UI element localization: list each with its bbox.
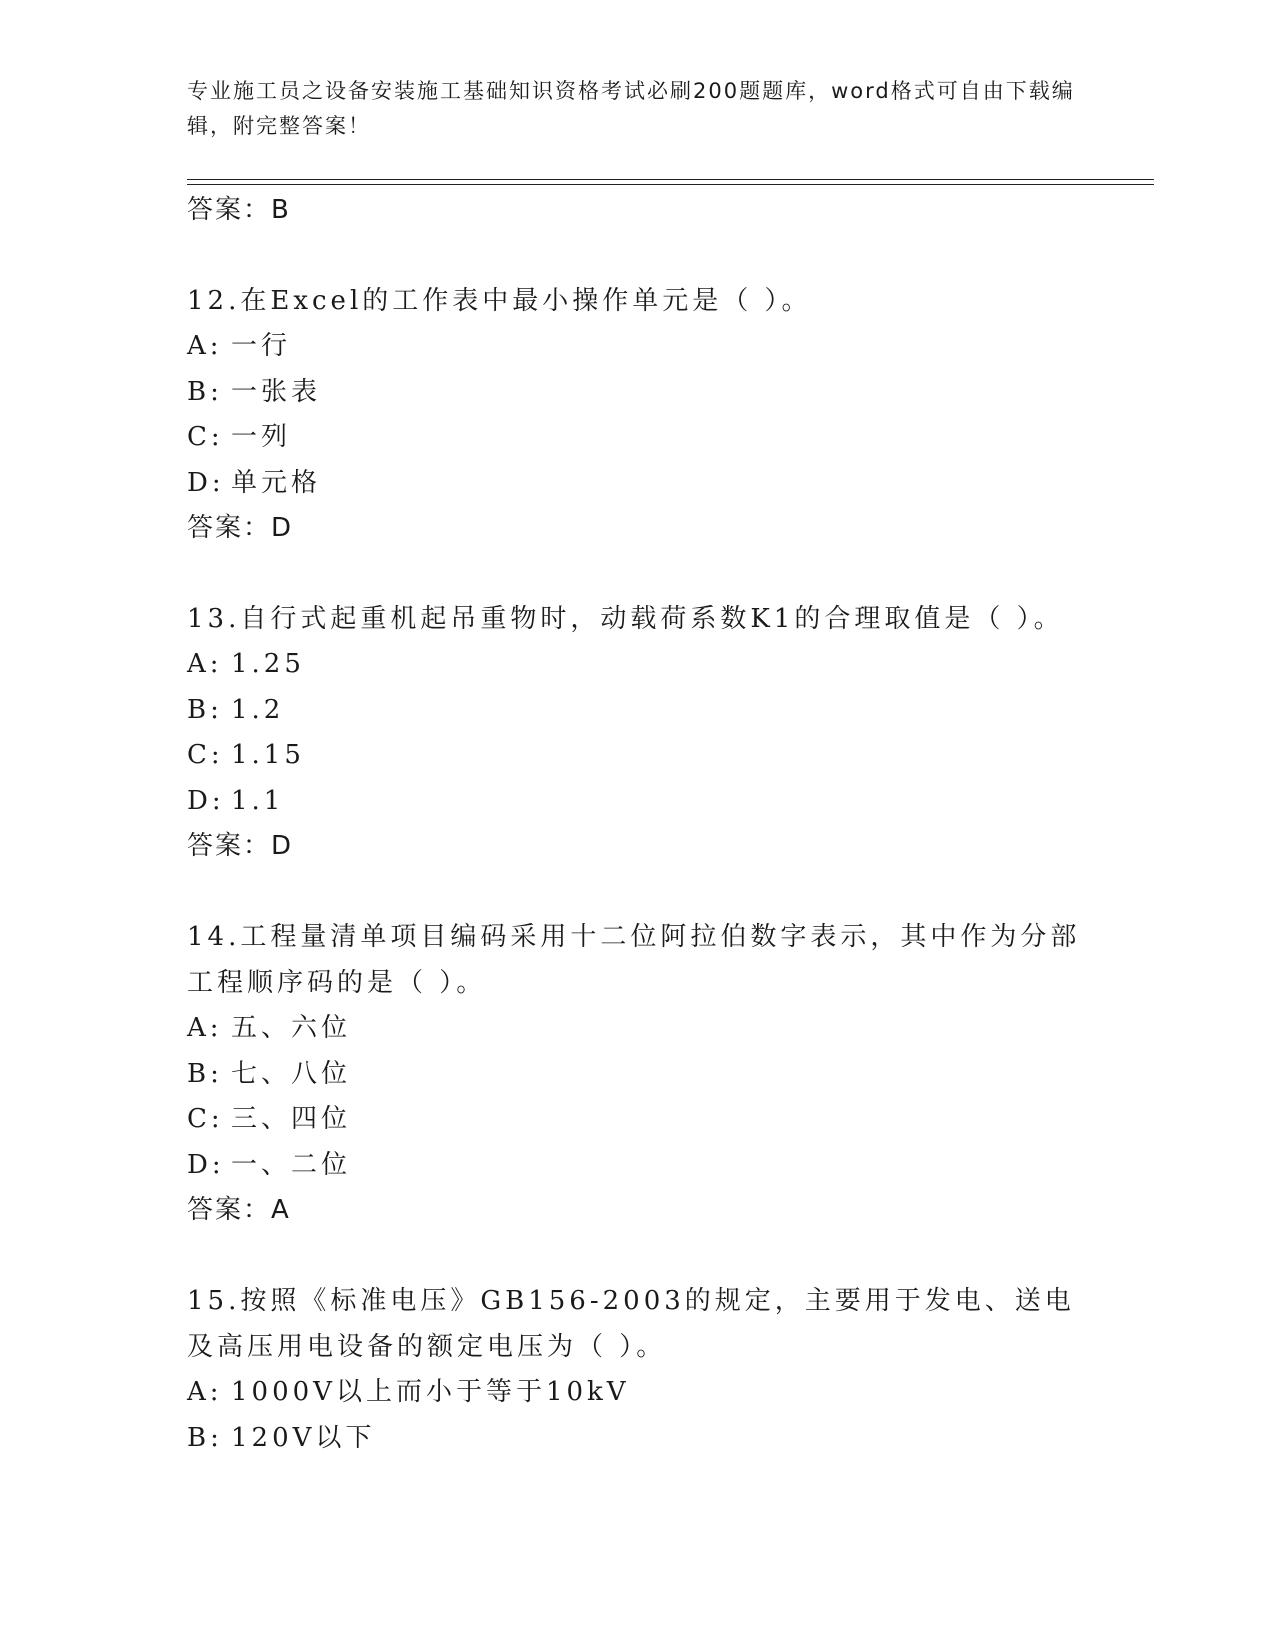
question-text: 12.在Excel的工作表中最小操作单元是（ ）。 bbox=[187, 286, 812, 316]
option-b bbox=[187, 1416, 1087, 1462]
question-13 bbox=[187, 596, 1087, 869]
option-text: 单元格 bbox=[231, 467, 322, 498]
option-letter: D: bbox=[187, 467, 225, 498]
option-b bbox=[187, 688, 1087, 734]
option-letter: C: bbox=[187, 1104, 224, 1134]
option-a bbox=[187, 642, 1087, 688]
option-a bbox=[187, 1370, 1087, 1416]
option-a bbox=[187, 324, 1087, 370]
option-c bbox=[187, 733, 1087, 779]
option-text: 120V以下 bbox=[231, 1422, 376, 1453]
answer-line bbox=[187, 188, 1087, 233]
option-letter: B: bbox=[187, 1422, 223, 1453]
question-list bbox=[187, 188, 1087, 1461]
option-letter: A: bbox=[187, 331, 223, 361]
option-text: 一行 bbox=[231, 331, 292, 361]
answer-value: D bbox=[271, 513, 294, 543]
option-letter: A: bbox=[187, 1013, 223, 1043]
answer-value: B bbox=[271, 195, 291, 225]
answer-value: D bbox=[271, 831, 294, 861]
option-c bbox=[187, 415, 1087, 461]
option-d bbox=[187, 779, 1087, 825]
answer-line bbox=[187, 1188, 1087, 1233]
option-letter: A: bbox=[187, 1377, 223, 1407]
question-text: 13.自行式起重机起吊重物时，动载荷系数K1的合理取值是（ ）。 bbox=[187, 604, 1064, 634]
question-text: 14.工程量清单项目编码采用十二位阿拉伯数字表示，其中作为分部工程顺序码的是（ ）。 bbox=[187, 922, 1081, 998]
option-letter: B: bbox=[187, 694, 223, 725]
option-text: 1.15 bbox=[231, 740, 305, 770]
option-letter: D: bbox=[187, 785, 225, 816]
option-text: 三、四位 bbox=[231, 1104, 352, 1134]
option-letter: B: bbox=[187, 376, 223, 407]
answer-prefix: 答案： bbox=[187, 195, 272, 225]
header-rule-top bbox=[187, 179, 1154, 180]
option-b bbox=[187, 1052, 1087, 1098]
option-letter: C: bbox=[187, 740, 224, 770]
question-15 bbox=[187, 1278, 1087, 1461]
option-text: 一张表 bbox=[231, 376, 322, 407]
question-14 bbox=[187, 914, 1087, 1233]
option-b bbox=[187, 370, 1087, 416]
option-text: 一列 bbox=[231, 422, 292, 452]
option-text: 1000V以上而小于等于10kV bbox=[231, 1377, 630, 1407]
question-12 bbox=[187, 278, 1087, 551]
question-text: 15.按照《标准电压》GB156-2003的规定，主要用于发电、送电及高压用电设备的额定电压为（ ）。 bbox=[187, 1286, 1075, 1362]
option-text: 七、八位 bbox=[231, 1058, 352, 1089]
option-text: 1.25 bbox=[231, 649, 305, 679]
option-letter: C: bbox=[187, 422, 224, 452]
option-text: 1.2 bbox=[231, 694, 285, 725]
option-letter: A: bbox=[187, 649, 223, 679]
answer-value: A bbox=[271, 1195, 291, 1225]
page-header: 专业施工员之设备安装施工基础知识资格考试必刷200题题库，word格式可自由下载编辑，附完整答案！ bbox=[187, 79, 1075, 138]
answer-line bbox=[187, 506, 1087, 551]
option-letter: B: bbox=[187, 1058, 223, 1089]
option-text: 一、二位 bbox=[231, 1149, 352, 1180]
answer-prefix: 答案： bbox=[187, 831, 272, 861]
option-d bbox=[187, 461, 1087, 507]
header-rule-bottom bbox=[187, 184, 1154, 185]
option-a bbox=[187, 1006, 1087, 1052]
answer-line bbox=[187, 824, 1087, 869]
option-text: 五、六位 bbox=[231, 1013, 352, 1043]
option-d bbox=[187, 1143, 1087, 1189]
option-text: 1.1 bbox=[231, 785, 285, 816]
option-letter: D: bbox=[187, 1149, 225, 1180]
answer-prefix: 答案： bbox=[187, 513, 272, 543]
answer-prefix: 答案： bbox=[187, 1195, 272, 1225]
option-c bbox=[187, 1097, 1087, 1143]
